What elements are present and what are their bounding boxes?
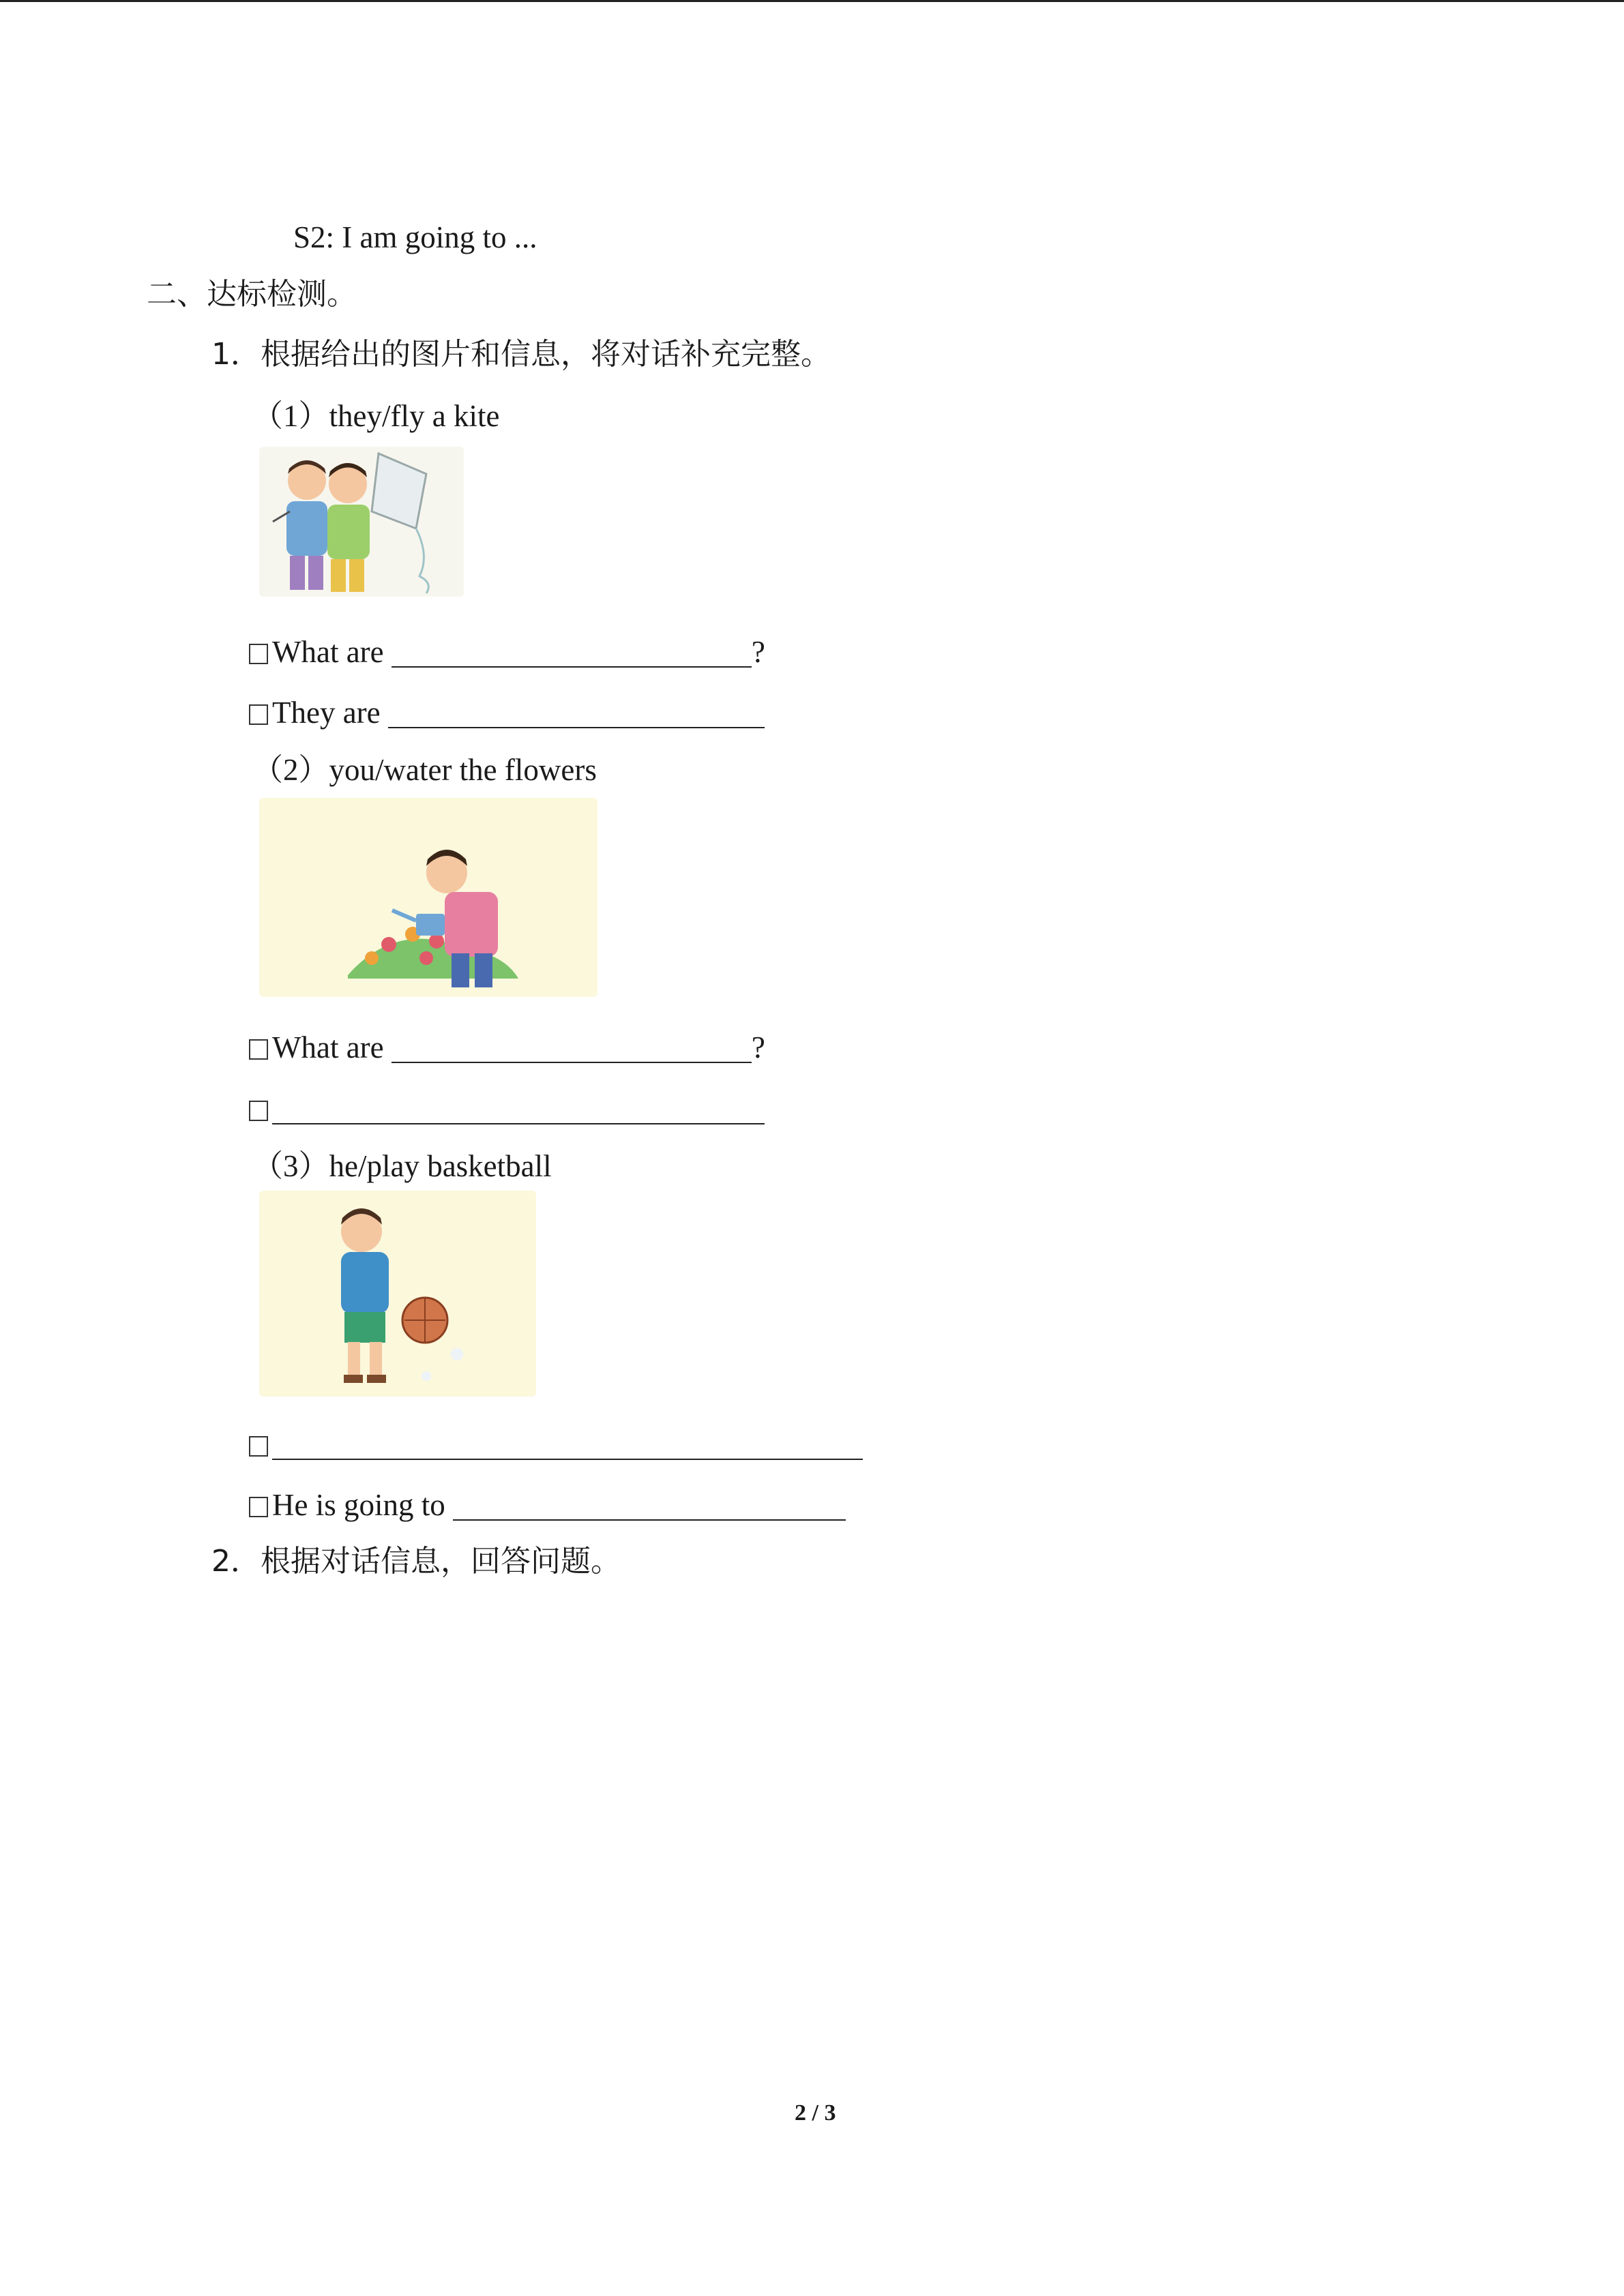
item3-question-line [249, 1425, 863, 1463]
item1-answer-text: They are [272, 696, 388, 730]
two-boys-flying-kite-illustration [259, 447, 464, 597]
boy-playing-basketball-illustration [259, 1191, 536, 1397]
speaker-checkbox-icon [249, 1497, 268, 1517]
speaker-checkbox-icon [249, 704, 268, 725]
s2-dialogue-line: S2: I am going to ... [293, 220, 537, 254]
item3-label: （3）he/play basketball [252, 1149, 552, 1183]
speaker-checkbox-icon [249, 1101, 268, 1121]
question-one-heading: 1．根据给出的图片和信息，将对话补充完整。 [211, 337, 831, 372]
item1-question-line [249, 633, 765, 671]
item1-picture [259, 447, 464, 597]
item2-question-line [249, 1028, 765, 1067]
item2-answer-blank[interactable] [272, 1093, 765, 1124]
top-border-rule [0, 0, 1624, 2]
item2-question-mark: ? [751, 1030, 765, 1064]
item1-question-mark: ? [751, 635, 765, 669]
item1-label: （1）they/fly a kite [252, 399, 500, 433]
speaker-checkbox-icon [249, 644, 268, 664]
item3-picture [259, 1191, 536, 1397]
item3-answer-blank[interactable] [453, 1489, 846, 1521]
item2-question-blank[interactable] [392, 1032, 752, 1063]
item1-answer-line [249, 694, 765, 732]
item2-label: （2）you/water the flowers [252, 753, 597, 787]
item1-question-text: What are [272, 635, 392, 669]
speaker-checkbox-icon [249, 1436, 268, 1457]
question-two-heading: 2．根据对话信息，回答问题。 [211, 1544, 621, 1579]
boy-watering-flowers-illustration [259, 798, 597, 997]
section-two-heading: 二、达标检测。 [147, 277, 357, 312]
item3-answer-line [249, 1486, 846, 1524]
speaker-checkbox-icon [249, 1039, 268, 1060]
page-number: 2 / 3 [795, 2100, 836, 2126]
item3-answer-text: He is going to [272, 1488, 453, 1522]
item1-answer-blank[interactable] [388, 697, 765, 728]
item2-picture [259, 798, 597, 997]
item2-question-text: What are [272, 1030, 392, 1064]
item3-question-blank[interactable] [272, 1429, 863, 1460]
item2-answer-line [249, 1090, 765, 1128]
item1-question-blank[interactable] [392, 636, 752, 668]
